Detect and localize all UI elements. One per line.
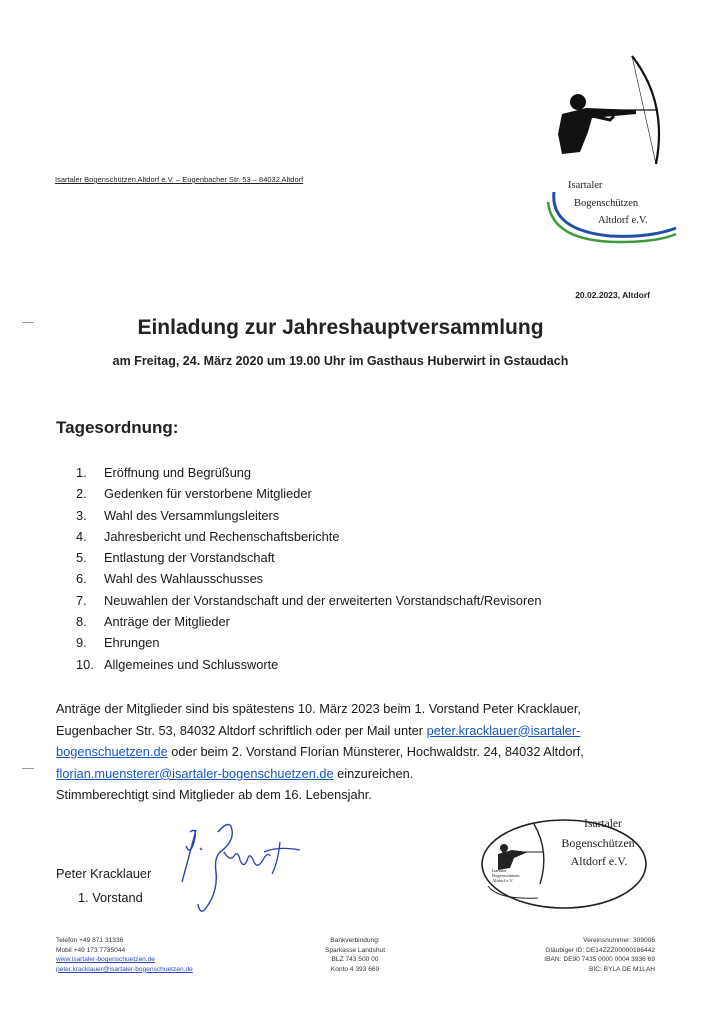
footer-bank-konto: Konto 4 393 669 — [330, 965, 380, 973]
footer-bank — [300, 936, 410, 974]
agenda-item — [76, 611, 541, 632]
body-text-span: Eugenbacher Str. 53, 84032 Altdorf schriftlich oder per Mail unter — [56, 722, 427, 738]
footer-website-link[interactable]: www.isartaler-bogenschuetzen.de — [56, 956, 155, 964]
agenda-item — [76, 483, 541, 504]
stamp-small-text — [492, 868, 520, 883]
footer-registry — [544, 936, 655, 974]
agenda-item-number: 9. — [76, 635, 87, 651]
footer-phone: Telefon +49 871 31336 — [56, 937, 124, 944]
agenda-item-number: 8. — [76, 614, 87, 630]
agenda-item-text: Jahresbericht und Rechenschaftsberichte — [104, 528, 340, 544]
agenda-item-text: Entlastung der Vorstandschaft — [104, 550, 275, 566]
body-line: Stimmberechtigt sind Mitglieder ab dem 16. Lebensjahr. — [56, 787, 372, 803]
footer-bank-blz: BLZ 743 500 00 — [331, 956, 379, 964]
agenda-item-number: 7. — [76, 592, 87, 608]
agenda-item-number: 5. — [76, 550, 87, 566]
club-logo — [540, 52, 680, 252]
email-link-kracklauer[interactable]: peter.kracklauer@isartaler- — [426, 722, 581, 738]
footer-club-number: Vereinsnummer: 309006 — [583, 937, 655, 944]
agenda-item-number: 6. — [76, 571, 87, 587]
body-line — [56, 763, 686, 785]
body-text-span: einzureichen. — [333, 765, 414, 781]
agenda-list — [76, 462, 541, 675]
body-line — [56, 720, 686, 742]
agenda-item-number: 10. — [76, 656, 94, 672]
footer-creditor-id: Gläubiger ID: DE14ZZZ00000186442 — [545, 946, 655, 954]
logo-text-line2: Bogenschützen — [574, 198, 639, 209]
agenda-item-text: Gedenken für verstorbene Mitglieder — [104, 486, 312, 502]
agenda-item — [76, 632, 541, 653]
agenda-item-text: Eröffnung und Begrüßung — [104, 465, 252, 480]
footer-email-link[interactable]: peter.kracklauer@isartaler-bogenschuetzen.de — [56, 965, 193, 973]
agenda-heading: Tagesordnung: — [56, 418, 179, 437]
agenda-item-text: Allgemeines und Schlussworte — [104, 656, 279, 672]
document-title: Einladung zur Jahreshauptversammlung — [137, 316, 544, 339]
agenda-item-text: Anträge der Mitglieder — [104, 614, 230, 630]
body-paragraph — [56, 698, 686, 806]
signature-icon — [160, 812, 310, 922]
agenda-item — [76, 547, 541, 568]
agenda-item — [76, 654, 541, 675]
agenda-item-text: Wahl des Versammlungsleiters — [104, 507, 280, 523]
date-place: 20.02.2023, Altdorf — [575, 290, 650, 300]
agenda-item — [76, 590, 541, 611]
agenda-item — [76, 462, 541, 483]
agenda-item — [76, 505, 541, 526]
agenda-item-text: Ehrungen — [104, 635, 160, 651]
sender-address-line: Isartaler Bogenschützen Altdorf e.V. – Eugenbacher Str. 53 – 84032 Altdorf — [55, 175, 304, 184]
body-line — [56, 741, 686, 763]
agenda-item-text: Neuwahlen der Vorstandschaft und der erweiterten Vorstandschaft/Revisoren — [104, 592, 542, 608]
agenda-item — [76, 568, 541, 589]
punch-mark — [22, 768, 34, 769]
agenda-item — [76, 526, 541, 547]
stamp-text-line2: Bogenschützen — [561, 836, 635, 850]
stamp-text-line1: Isartaler — [584, 818, 622, 830]
email-link-kracklauer-cont[interactable]: bogenschuetzen.de — [56, 744, 168, 760]
signer-role: 1. Vorstand — [78, 890, 143, 905]
document-subtitle: am Freitag, 24. März 2020 um 19.00 Uhr im Gasthaus Huberwirt in Gstaudach — [112, 354, 569, 368]
footer-iban: IBAN: DE90 7435 0000 0004 3936 69 — [544, 956, 655, 964]
body-text-span: oder beim 2. Vorstand Florian Münsterer, Hochwaldstr. 24, 84032 Altdorf, — [167, 744, 584, 760]
logo-text-line1: Isartaler — [568, 180, 603, 191]
agenda-item-text: Wahl des Wahlausschusses — [104, 571, 264, 587]
agenda-item-number: 4. — [76, 528, 87, 544]
agenda-item-number: 3. — [76, 507, 87, 523]
stamp-small-line: Isartaler — [492, 868, 507, 873]
club-stamp — [478, 812, 650, 912]
stamp-small-line: Bogenschützen — [492, 873, 520, 878]
signer-name: Peter Kracklauer — [56, 866, 152, 881]
footer-bank-name: Sparkasse Landshut — [324, 946, 386, 954]
agenda-item-number: 1. — [76, 465, 87, 480]
footer-bank-label: Bankverbindung: — [330, 937, 380, 944]
footer-bic: BIC: BYLA DE M1LAH — [589, 965, 655, 973]
stamp-small-line: Altdorf e.V. — [492, 878, 514, 883]
agenda-item-number: 2. — [76, 486, 87, 502]
email-link-muensterer[interactable]: florian.muensterer@isartaler-bogenschuetzen.de — [56, 765, 334, 781]
body-line: Anträge der Mitglieder sind bis spätestens 10. März 2023 beim 1. Vorstand Peter Kracklauer, — [56, 701, 581, 716]
footer-contact — [56, 936, 193, 974]
logo-text-line3: Altdorf e.V. — [598, 215, 648, 226]
stamp-text-line3: Altdorf e.V. — [570, 854, 628, 868]
footer-mobile: Mobil +49 173 7735044 — [56, 946, 126, 954]
handwritten-signature — [160, 812, 310, 922]
